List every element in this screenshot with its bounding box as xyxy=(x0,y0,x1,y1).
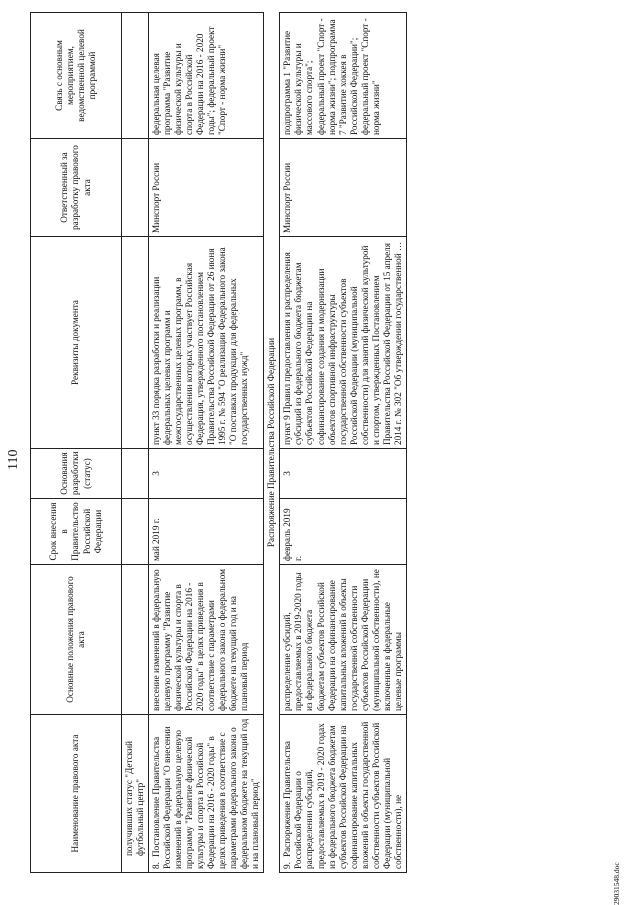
continuation-row xyxy=(122,13,149,873)
header-requisites: Реквизиты документа xyxy=(31,237,122,449)
row-9-name xyxy=(280,715,406,873)
row-provisions: распределение субсидий, предоставляемых в 2019-2020 годы из федерального бюджета бюджетам субъектов Российской Федерации на софинансирование капитальных вложений в объекты государственной собственности субъектов Российской Федерации (муниципальной собственности), не включенные в федеральные целевые программы xyxy=(280,565,406,715)
row-link: федеральная целевая программа "Развитие физической культуры и спорта в Российской Федерации на 2016 - 2020 годы"; федеральный проект "Спорт - норма жизни" xyxy=(149,13,264,139)
header-row xyxy=(31,13,122,873)
legal-acts-table xyxy=(30,12,407,873)
page-number: 110 xyxy=(6,449,21,470)
row-requisites: пункт 9 Правил предоставления и распределения субсидий из федерального бюджета бюджетам субъектов Российской Федерации на софинансирование создания и модернизации объектов спортивной инфраструктуры государственной собственности субъектов Российской Федерации (муниципальной собственности) для занятий физической культурой и спортом, утвержденных Постановлением Правительства Российской Федерации от 15 апреля 2014 г. № 302 "Об утверждении государственной … xyxy=(280,237,406,449)
header-provisions: Основные положения правового акта xyxy=(31,565,122,715)
row-deadline: февраль 2019 г. xyxy=(280,499,406,565)
table-row xyxy=(149,13,264,873)
row-act-name: Постановление Правительства Российской Федерации "О внесении изменений в федеральную целевую программу "Развитие физической культуры и спорта в Российской Федерации на 2016 - 2020 годы" в целях приведения в соответствие с параметрами федерального закона о федеральном бюджете на текущий год и на плановый период" xyxy=(151,718,261,869)
row-responsible: Минспорт России xyxy=(149,139,264,237)
row-8-name xyxy=(149,715,264,873)
header-basis: Основания разработки (статус) xyxy=(31,449,122,499)
row-basis: 3 xyxy=(149,449,264,499)
row-number: 8. xyxy=(151,862,162,869)
row-requisites: пункт 33 порядка разработки и реализации федеральных целевых программ и межгосударственных целевых программ, в осуществлении которых участвует Российская Федерация, утвержденного постановлением Правительства Российской Федерации от 26 июня 1995 г. № 594 "О реализации Федерального закона "О поставках продукции для федеральных государственных нужд" xyxy=(149,237,264,449)
row-responsible: Минспорт России xyxy=(280,139,406,237)
footer-filename: 29031548.doc xyxy=(612,862,621,905)
header-responsible: Ответственный за разработку правового акта xyxy=(31,139,122,237)
section-title: Распоряжение Правительства Российской Федерации xyxy=(264,13,280,873)
row-link: подпрограмма 1 "Развитие физической культуры и массового спорта"; федеральный проект "Спорт - норма жизни"; подпрограмма 7 "Развитие хоккея в Российской Федерации"; федеральный проект "Спорт - норма жизни" xyxy=(280,13,406,139)
section-heading-row xyxy=(264,13,280,873)
row-number: 9. xyxy=(282,862,293,869)
continuation-text: получивших статус "Детский футбольный центр" xyxy=(122,715,149,873)
header-deadline: Срок внесения в Правительство Российской Федерации xyxy=(31,499,122,565)
row-provisions: внесение изменений в федеральную целевую программу "Развитие физической культуры и спорта в Российской Федерации на 2016 - 2020 годы" в целях приведения в соответствие с параметрами федерального закона о федеральном бюджете на текущий год и на плановый период xyxy=(149,565,264,715)
header-act-name: Наименование правового акта xyxy=(31,715,122,873)
row-basis: 3 xyxy=(280,449,406,499)
header-link: Связь с основным мероприятием, ведомственной целевой программой xyxy=(31,13,122,139)
row-deadline: май 2019 г. xyxy=(149,499,264,565)
row-act-name: Распоряжение Правительства Российской Федерации о распределении субсидий, предоставляемых в 2019 - 2020 годах из федерального бюджета бюджетам субъектов Российской Федерации на софинансирование капитальных вложений в объекты государственной собственности субъектов Российской Федерации (муниципальной собственности), не xyxy=(282,721,403,869)
table-row xyxy=(280,13,406,873)
